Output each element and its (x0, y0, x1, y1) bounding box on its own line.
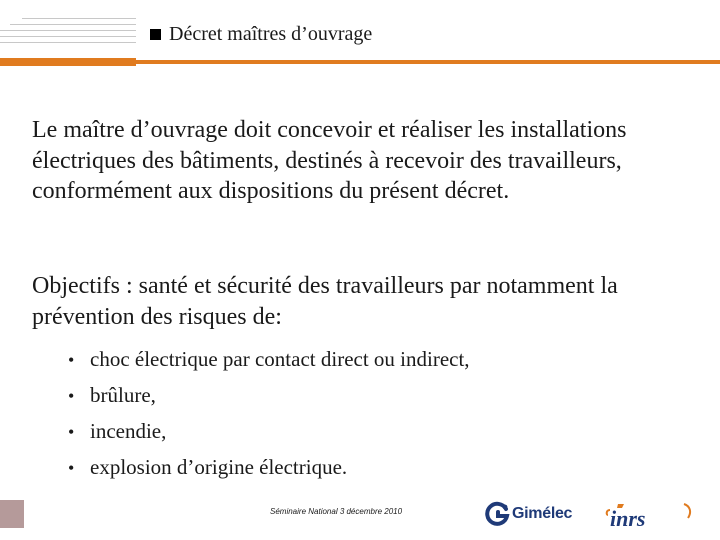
list-item: • choc électrique par contact direct ou indirect, (68, 342, 470, 378)
inrs-logo-icon (604, 498, 694, 532)
list-item: • incendie, (68, 414, 470, 450)
gimelec-wordmark: Gimélec (512, 505, 573, 522)
inrs-wordmark: inrs (610, 506, 646, 531)
header-rule (0, 58, 720, 66)
footer-corner-box (0, 500, 24, 528)
paragraph-objectives: Objectifs : santé et sécurité des travailleurs par notamment la prévention des risques de: (32, 273, 618, 330)
slide-header (150, 23, 372, 46)
header-decorative-stripes (0, 18, 136, 48)
bullet-dot: • (68, 458, 75, 478)
gimelec-logo-icon (484, 501, 510, 527)
paragraph-decree: Le maître d’ouvrage doit concevoir et réaliser les installations électriques des bâtiments, destinés à recevoir des travailleurs, conformément aux dispositions du présent décret. (32, 117, 627, 204)
gimelec-logo (484, 500, 572, 528)
list-item: • explosion d’origine électrique. (68, 450, 470, 486)
list-item: • brûlure, (68, 378, 470, 414)
slide-title: Décret maîtres d’ouvrage (169, 23, 373, 45)
bullet-dot: • (68, 350, 75, 370)
square-bullet-icon (150, 29, 161, 40)
bullet-dot: • (68, 422, 75, 442)
bullet-dot: • (68, 386, 75, 406)
risk-list (68, 342, 470, 486)
footer-seminar-text: Séminaire National 3 décembre 2010 (270, 507, 403, 516)
